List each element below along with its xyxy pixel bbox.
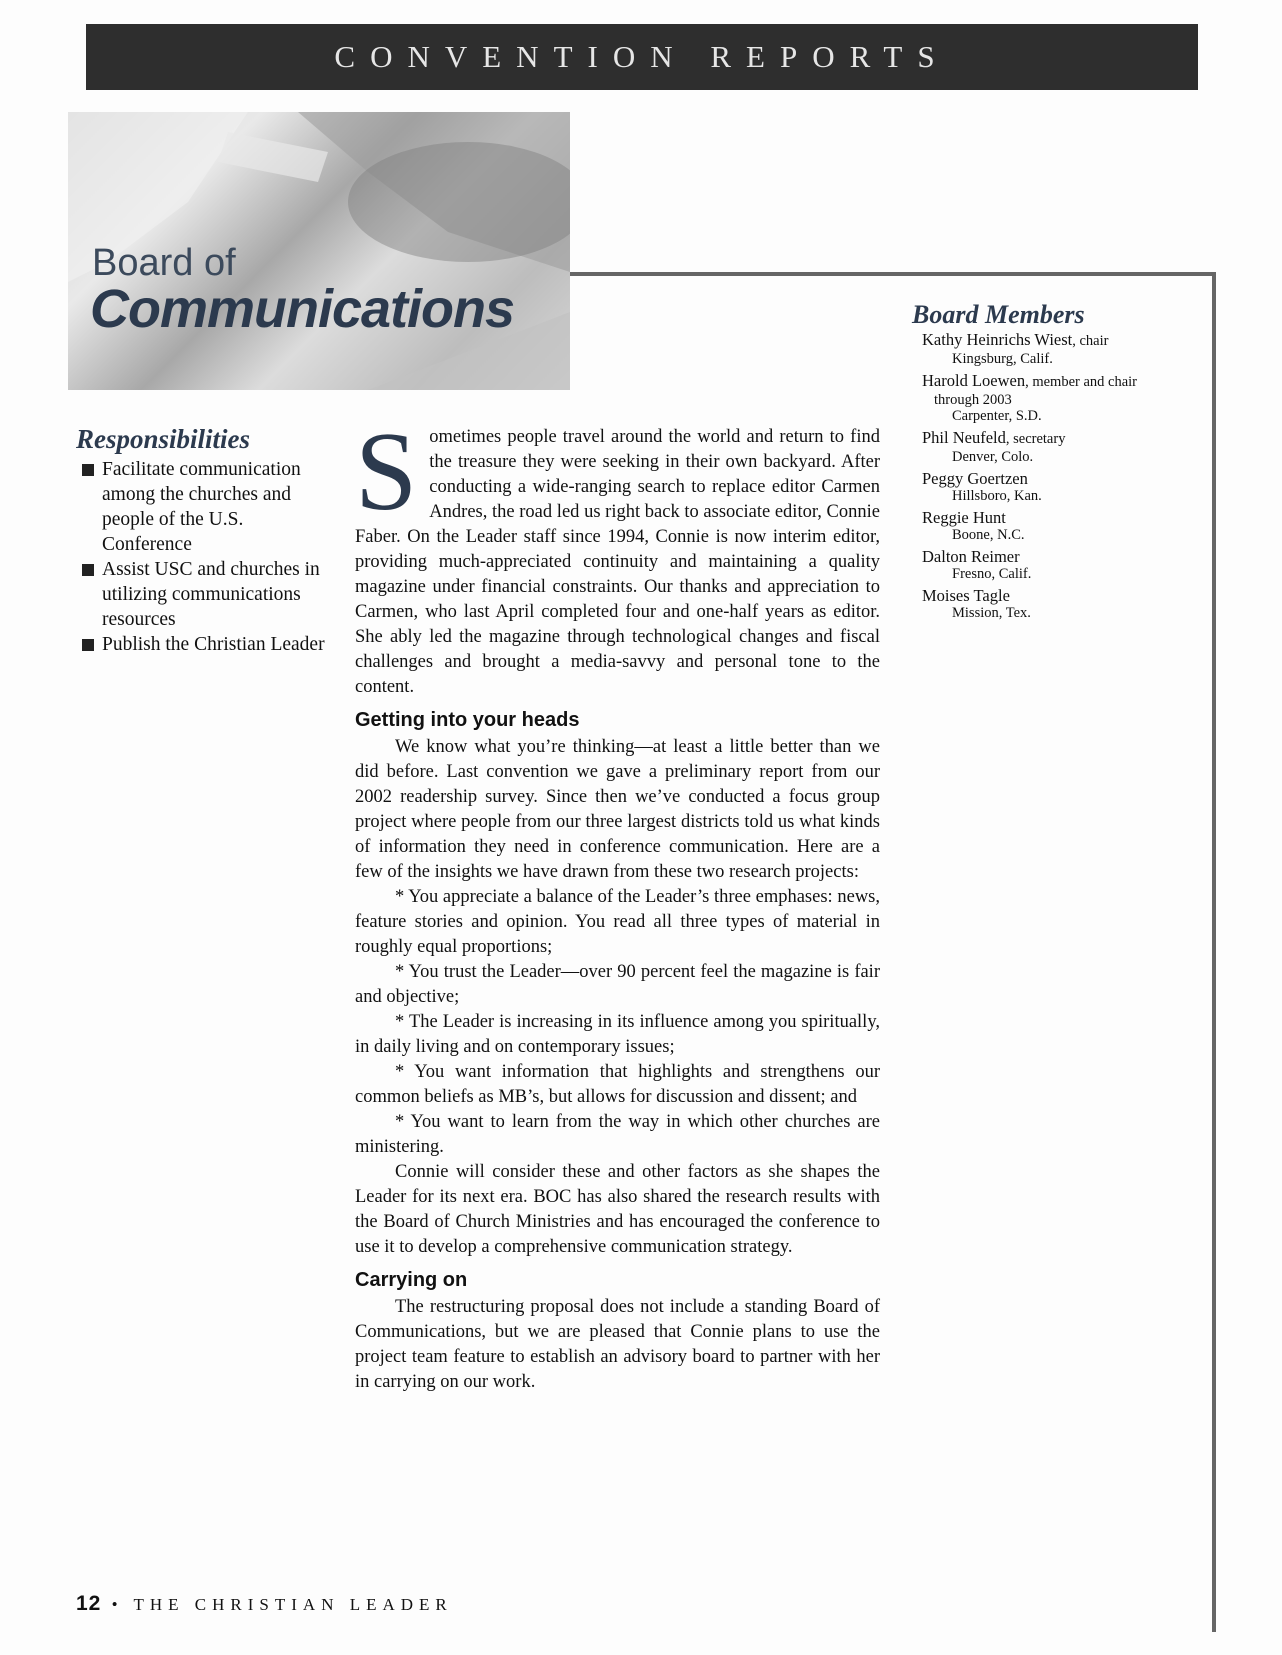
responsibilities-sidebar xyxy=(76,424,328,657)
section-banner xyxy=(86,24,1198,90)
member-name: Kathy Heinrichs Wiest xyxy=(922,330,1073,349)
square-bullet-icon xyxy=(82,464,94,476)
responsibilities-list xyxy=(76,457,328,657)
article-paragraph: Connie will consider these and other factors as she shapes the Leader for its next era. BOC has also shared the research results with the Board of Church Ministries and has encouraged the conference to use it to develop a comprehensive communication strategy. xyxy=(355,1162,880,1257)
responsibility-text: Assist USC and churches in utilizing communications resources xyxy=(102,559,320,630)
member-name: Phil Neufeld xyxy=(922,428,1006,447)
article-body xyxy=(355,410,880,1395)
hero-image xyxy=(68,112,570,390)
board-members-sidebar xyxy=(912,300,1192,625)
member-entry xyxy=(912,428,1192,465)
board-members-heading: Board Members xyxy=(912,300,1085,329)
square-bullet-icon xyxy=(82,564,94,576)
section-heading: Getting into your heads xyxy=(355,709,580,731)
member-entry xyxy=(912,330,1192,367)
member-entry xyxy=(912,469,1192,504)
page-number: 12 xyxy=(76,1592,102,1615)
hero-title-small: Board of xyxy=(92,242,236,284)
responsibilities-heading: Responsibilities xyxy=(76,424,251,454)
square-bullet-icon xyxy=(82,639,94,651)
member-name: Dalton Reimer xyxy=(922,547,1020,566)
article-paragraph: * You appreciate a balance of the Leader’s three emphases: news, feature stories and opinion. You read all three types of material in roughly equal proportions; xyxy=(355,887,880,957)
member-location: Carpenter, S.D. xyxy=(952,408,1042,424)
article-paragraph: * You trust the Leader—over 90 percent feel the magazine is fair and objective; xyxy=(355,962,880,1007)
member-location: Boone, N.C. xyxy=(952,527,1025,543)
member-role: , member and chair xyxy=(1025,374,1138,390)
member-name: Moises Tagle xyxy=(922,586,1010,605)
article-paragraph: * You want to learn from the way in which other churches are ministering. xyxy=(355,1112,880,1157)
member-entry xyxy=(912,371,1192,424)
member-role-continued: through 2003 xyxy=(934,392,1012,408)
member-location: Fresno, Calif. xyxy=(952,566,1032,582)
member-role: , secretary xyxy=(1005,431,1066,447)
member-name: Peggy Goertzen xyxy=(922,469,1028,488)
member-location: Hillsboro, Kan. xyxy=(952,488,1042,504)
member-name: Reggie Hunt xyxy=(922,508,1006,527)
member-role: , chair xyxy=(1072,333,1109,349)
article-paragraph: * You want information that highlights and strengthens our common beliefs as MB’s, but allows for discussion and dissent; and xyxy=(355,1062,880,1107)
list-item xyxy=(76,457,328,557)
list-item xyxy=(76,632,328,657)
member-name: Harold Loewen xyxy=(922,371,1026,390)
frame-rule-top xyxy=(570,272,1216,276)
member-location: Denver, Colo. xyxy=(952,449,1034,465)
member-entry xyxy=(912,547,1192,582)
section-heading: Carrying on xyxy=(355,1269,468,1291)
member-location: Mission, Tex. xyxy=(952,605,1031,621)
banner-text: CONVENTION REPORTS xyxy=(334,39,950,74)
lead-paragraph xyxy=(355,410,880,700)
hero-title-big: Communications xyxy=(90,279,515,339)
list-item xyxy=(76,557,328,632)
member-entry xyxy=(912,586,1192,621)
article-paragraph: * The Leader is increasing in its influence among you spiritually, in daily living and on contemporary issues; xyxy=(355,1012,880,1057)
member-location: Kingsburg, Calif. xyxy=(952,351,1053,367)
article-paragraph: We know what you’re thinking—at least a little better than we did before. Last convention we gave a preliminary report from our 2002 readership survey. Since then we’ve conducted a focus group project where people from our three largest districts told us what kinds of information they need in conference communication. Here are a few of the insights we have drawn from these two research projects: xyxy=(355,737,880,882)
responsibility-text: Publish the Christian Leader xyxy=(102,634,325,655)
drop-cap: S xyxy=(355,410,418,534)
frame-rule-right xyxy=(1212,272,1216,1632)
member-entry xyxy=(912,508,1192,543)
article-paragraph: The restructuring proposal does not include a standing Board of Communications, but we are pleased that Connie plans to use the project team feature to establish an advisory board to partner with her in carrying on our work. xyxy=(355,1297,880,1392)
lead-text: ometimes people travel around the world and return to find the treasure they were seeking in their own backyard. After conducting a wide-ranging search to replace editor Carmen Andres, the road led us right back to associate editor, Connie Faber. On the Leader staff since 1994, Connie is now interim editor, providing much-appreciated continuity and maintaining a quality magazine under financial constraints. Our thanks and appreciation to Carmen, who last April completed four and one-half years as editor. She ably led the magazine through technological changes and fiscal challenges and brought a media-savvy and personal tone to the content. xyxy=(355,427,880,697)
footer-separator: • xyxy=(111,1595,124,1614)
publication-name: THE CHRISTIAN LEADER xyxy=(133,1595,453,1614)
page-footer xyxy=(76,1592,453,1616)
responsibility-text: Facilitate communication among the churches and people of the U.S. Conference xyxy=(102,459,301,555)
